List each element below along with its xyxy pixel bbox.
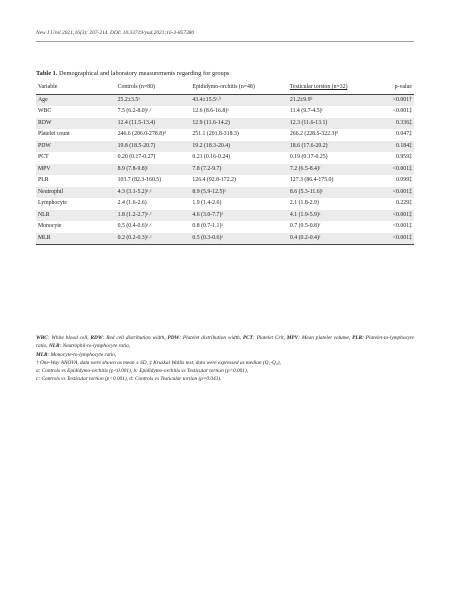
cell-torsion: 266.2 (228.5-322.3)ᵈ: [289, 131, 339, 137]
stats-note: † One-Way ANOVA, data were shown as mean ± SD, ‡ Kruskal Wallis test, data were expressed as median (Q₁-Q₃),: [36, 359, 281, 366]
cell-epididymo: 8.9 (5.9-12.5)ᵃ: [190, 187, 288, 199]
abbr-def: : White blood cell,: [47, 335, 91, 341]
cell-pvalue: <0.001‡: [373, 210, 414, 222]
cell-variable: MPV: [36, 164, 116, 176]
cell-pvalue: 0.184‡: [373, 141, 414, 153]
cell-torsion: 8.6 (5.3-11.6)ᶜ: [288, 187, 373, 199]
cell-torsion: 4.1 (1.9-5.9)ᶜ: [288, 210, 373, 222]
cell-pvalue: <0.001†: [373, 94, 414, 106]
cell-controls: 12.4 (11.5-13.4): [116, 118, 191, 130]
cell-epididymo: 19.2 (18.3-20.4): [190, 141, 288, 153]
cell-pvalue: 0.336‡: [373, 118, 414, 130]
cell-pvalue: <0.001‡: [392, 108, 412, 114]
cell-epididymo: 126.4 (92.8-172.2): [192, 177, 236, 183]
cell-variable: Age: [36, 94, 116, 106]
cell-epididymo: 1.9 (1.4-2.6): [192, 200, 222, 206]
cell-variable: MLR: [36, 233, 116, 245]
table-row: [36, 129, 414, 141]
cell-epididymo: 0.21 (0.16-0.24): [192, 154, 231, 160]
cell-variable: RDW: [36, 118, 116, 130]
cell-torsion: 0.7 (0.5-0.8)ᶜ: [289, 223, 321, 229]
cell-epididymo: 4.6 (3.0-7.7)ᵃ: [190, 210, 288, 222]
table-row: [36, 210, 414, 222]
cell-epididymo: 7.8 (7.2-9.7): [190, 164, 288, 176]
cell-controls: 0.20 (0.17-0.27): [117, 154, 156, 160]
cell-variable: PLR: [38, 177, 49, 183]
abbr-def: : Monocyte-to-lymphocyte ratio,: [47, 351, 117, 358]
cell-controls: 2.4 (1.6-2.6): [117, 200, 147, 206]
cell-torsion: 0.4 (0.2-0.4)ᶜ: [288, 233, 373, 245]
table-row: [36, 221, 414, 233]
abbr-term: MPV: [286, 335, 299, 341]
abbr-term: RDW: [90, 335, 103, 341]
cell-controls: 1.8 (1.2-2.7)ᵃ˒ᶜ: [116, 210, 191, 222]
table-row: [36, 175, 414, 187]
table-caption-label: Table 1.: [36, 70, 58, 77]
abbr-def: : Neutrophil-to-lymphocyte ratio,: [59, 343, 131, 350]
table-row: [36, 187, 414, 199]
cell-epididymo: 251.1 (201.8-318.3): [192, 131, 239, 137]
cell-controls: 8.9 (7.8-9.8)ᶜ: [116, 164, 191, 176]
table-row: [36, 152, 414, 164]
table-row: [36, 164, 414, 176]
cell-variable: Lymphocyte: [38, 200, 67, 206]
cell-epididymo: 0.8 (0.7-1.1)ᵃ: [192, 223, 223, 229]
header-epididymo: Epididymo-orchitis (n=48): [190, 82, 288, 94]
cell-variable: WBC: [38, 108, 52, 114]
cell-variable: PDW: [36, 141, 116, 153]
cell-pvalue: <0.001‡: [392, 223, 412, 229]
abbr-term: PCT: [242, 335, 253, 341]
cell-epididymo: 0.5 (0.3-0.6)ᵃ: [190, 233, 288, 245]
cell-pvalue: 0.047‡: [396, 131, 412, 137]
cell-torsion: 0.19 (0.17-0.25): [289, 154, 328, 160]
cell-variable: Monocyte: [38, 223, 62, 229]
cell-torsion: 18.6 (17.6-20.2): [288, 141, 373, 153]
abbr-def: : Platelet-to-lymphocyte ratio,: [36, 335, 415, 350]
cell-controls: 0.5 (0.4-0.6)ᵃ˒ᶜ: [117, 223, 152, 229]
table-row: [36, 118, 414, 130]
header-controls: Controls (n=80): [116, 82, 191, 94]
cell-torsion: 11.4 (9.7-4.5)ᶜ: [289, 108, 324, 114]
cell-variable: Platelet count: [38, 131, 70, 137]
abbr-def: : Mean platelet volume,: [298, 335, 353, 341]
cell-controls: 7.5 (6.2-8.0)ᵃ˒ᶜ: [117, 108, 152, 114]
abbr-def: : Red cell distribution width,: [102, 335, 168, 341]
cell-controls: 0.2 (0.2-0.3)ᵃ˒ᶜ: [116, 233, 191, 245]
table-caption: [36, 70, 229, 77]
abbr-term: PLR: [352, 335, 363, 341]
table-header-row: [36, 82, 414, 94]
table-row: [36, 94, 414, 106]
cell-pvalue: <0.001‡: [373, 164, 414, 176]
cell-variable: NLR: [36, 210, 116, 222]
cell-pvalue: 0.229‡: [396, 200, 412, 206]
table-caption-text: Demographical and laboratory measurements regarding for groups: [57, 70, 230, 77]
abbr-term: MLR: [36, 351, 48, 358]
cell-torsion: 21.2±9.9ᵇ: [288, 94, 373, 106]
header-pvalue: p-value: [373, 82, 414, 94]
table-row: [36, 233, 414, 245]
cell-controls: 4.3 (3.1-5.2)ᵃ˒ᶜ: [116, 187, 191, 199]
comparison-note-1: a: Controls vs Epididymo-orchitis (p<0.001), b: Epididymo-orchitis vs Testicular tortion (p<0.001),: [36, 368, 249, 375]
running-head: New J Urol 2021;16(3): 207-214. DOI: 10.33719/yud.2021;16-3-857380: [36, 30, 195, 36]
abbr-def: : Platelet distribution width,: [179, 335, 243, 341]
cell-epididymo: 12.9 (11.6-14.2): [190, 118, 288, 130]
cell-controls: 103.7 (82.3-160.5): [117, 177, 162, 183]
cell-torsion: 7.2 (6.5-8.4)ᶜ: [288, 164, 373, 176]
cell-pvalue: <0.001‡: [373, 187, 414, 199]
abbr-term: PDW: [167, 335, 180, 341]
header-rule: [36, 41, 414, 42]
table-row: [36, 106, 414, 118]
cell-controls: 19.8 (18.5-20.7): [116, 141, 191, 153]
demographics-table: [36, 82, 414, 245]
abbr-term: NLR: [48, 343, 60, 350]
cell-pvalue: 0.959‡: [396, 154, 412, 160]
cell-torsion: 127.3 (86.4-175.0): [289, 177, 334, 183]
abbr-def: : Platelet Crit,: [252, 335, 287, 341]
table-row: [36, 141, 414, 153]
cell-controls: 25.2±3.5ᵃ: [116, 94, 191, 106]
cell-epididymo: 43.4±15.5ᵃ˒ᵇ: [190, 94, 288, 106]
cell-controls: 246.6 (206.0-278.8)ᵈ: [117, 131, 166, 137]
header-torsion: Testicular torsion (n=32): [288, 82, 373, 94]
table-row: [36, 198, 414, 210]
cell-pvalue: 0.099‡: [396, 177, 412, 183]
abbr-term: WBC: [36, 335, 48, 341]
cell-torsion: 2.1 (1.8-2.9): [289, 200, 319, 206]
cell-pvalue: <0.001‡: [373, 233, 414, 245]
cell-torsion: 12.3 (11.6-13.1): [288, 118, 373, 130]
abbreviation-note: [36, 334, 414, 359]
cell-epididymo: 12.6 (8.6-16.8)ᵃ: [192, 108, 229, 114]
table-footnotes: [36, 334, 414, 384]
header-variable: Variable: [36, 82, 116, 94]
cell-variable: Neutrophil: [36, 187, 116, 199]
cell-variable: PCT: [38, 154, 49, 160]
comparison-note-2: c: Controls vs Testicular tortion (p<0.001), d: Controls vs Testicular tortion (p=0.043).: [36, 376, 222, 383]
